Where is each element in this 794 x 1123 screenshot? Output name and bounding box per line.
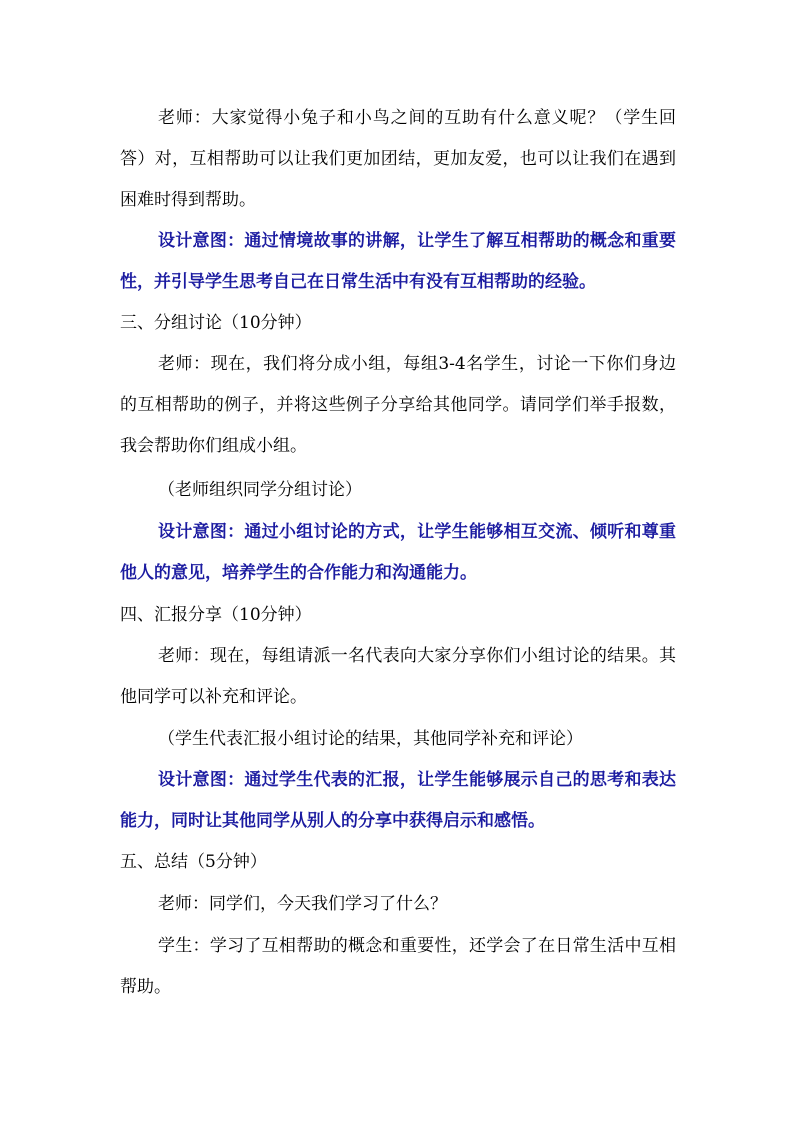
section-heading-5: 五、总结（5分钟） [120, 852, 267, 872]
paragraph-teacher-question: 老师：大家觉得小兔子和小鸟之间的互助有什么意义呢？（学生回答）对，互相帮助可以让我们更加团结，更加友爱，也可以让我们在遇到困难时得到帮助。 [120, 108, 676, 210]
section-heading-4: 四、汇报分享（10分钟） [120, 605, 312, 625]
design-intent-1: 设计意图：通过情境故事的讲解，让学生了解互相帮助的概念和重要性，并引导学生思考自己在日常生活中有没有互相帮助的经验。 [120, 231, 676, 292]
design-intent-2: 设计意图：通过小组讨论的方式，让学生能够相互交流、倾听和尊重他人的意见，培养学生的合作能力和沟通能力。 [120, 522, 676, 583]
paragraph-teacher-summary-question: 老师：同学们，今天我们学习了什么？ [158, 894, 447, 914]
paragraph-student-report: （学生代表汇报小组讨论的结果，其他同学补充和评论） [158, 729, 583, 749]
paragraph-organize-groups: （老师组织同学分组讨论） [158, 480, 362, 500]
paragraph-report-instructions: 老师：现在，每组请派一名代表向大家分享你们小组讨论的结果。其他同学可以补充和评论。 [120, 646, 676, 707]
paragraph-group-instructions: 老师：现在，我们将分成小组，每组3-4名学生，讨论一下你们身边的互相帮助的例子，并将这些例子分享给其他同学。请同学们举手报数，我会帮助你们组成小组。 [120, 354, 676, 456]
section-heading-3: 三、分组讨论（10分钟） [120, 313, 312, 333]
design-intent-3: 设计意图：通过学生代表的汇报，让学生能够展示自己的思考和表达能力，同时让其他同学从别人的分享中获得启示和感悟。 [120, 770, 676, 831]
paragraph-student-answer: 学生：学习了互相帮助的概念和重要性，还学会了在日常生活中互相帮助。 [120, 936, 676, 997]
